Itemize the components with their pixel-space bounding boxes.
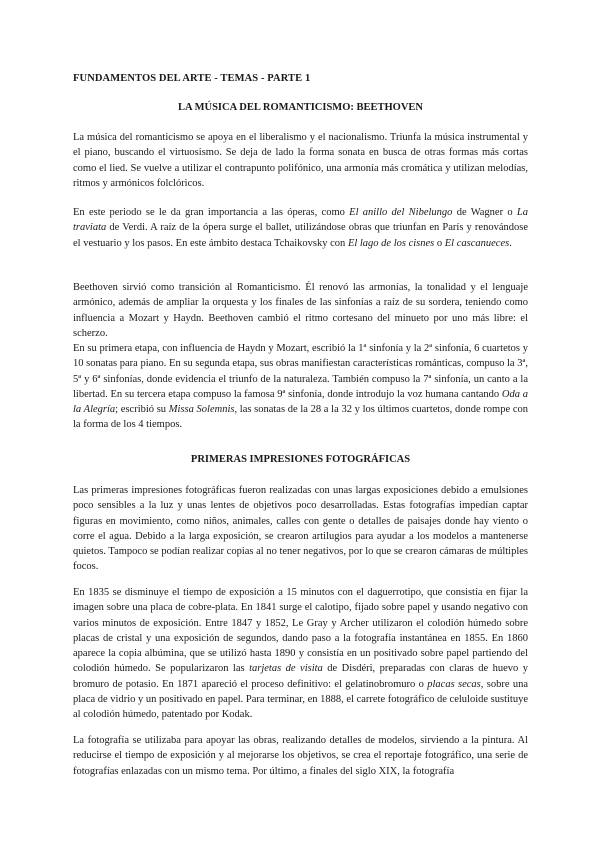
text-run: En su primera etapa, con influencia de Haydn y Mozart, escribió la 1ª sinfonía y la 2ª sinfonía, 6 cuartetos y 10 sonatas para piano. En su segunda etapa, sus obras manifiestan características románticas, compuso la 3ª, 5ª y 6ª sinfonías, donde evidencia el triunfo de la naturaleza. También compuso la 7ª sinfonía, un canto a la libertad. En su tercera etapa compuso la famosa 9ª sinfonía, donde introdujo la voz humana cantando <box>73 343 528 400</box>
text-run: de Verdi. A raíz de la ópera surge el ballet, utilizándose obras que triunfan en París y renovándose el vestuario y los pasos. En este ámbito destaca Tchaikovsky con <box>73 222 528 249</box>
italic-title: El cascanueces <box>444 237 510 249</box>
text-run: ; escribió su <box>115 404 169 416</box>
paragraph <box>73 733 528 779</box>
text-run: En 1835 se disminuye el tiempo de exposición a 15 minutos con el daguerrotipo, que consistía en fijar la imagen sobre una placa de cobre-plata. En 1841 surge el calotipo, fijado sobre papel y usando negativo con varios minutos de exposición. Entre 1847 y 1852, Le Gray y Archer utilizaron el colodión húmedo sobre placas de cristal y una exposición de segundos, dando paso a la fotografía instantánea en 1855. En 1860 aparece la copia albúmina, que se utilizó hasta 1890 y consistía en un positivado sobre papel partiendo del colodión húmedo. Se popularizaron las <box>73 587 528 675</box>
text-run: Las primeras impresiones fotográficas fueron realizadas con unas largas exposiciones debido a emulsiones poco sensibles a la luz y unas lentes de objetivos poco desarrolladas. Estas fotografías impedían captar figuras en movimiento, como niños, animales, calles con gente o detalles de paisajes donde hay viento o corre el agua. Debido a la larga exposición, se crearon artilugios para ayudar a los modelos a mantenerse quietos. Tampoco se podían realizar copias al no tener negativos, por lo que se crearon cámaras de múltiples focos. <box>73 485 528 573</box>
paragraph <box>73 341 528 433</box>
text-run: La fotografía se utilizaba para apoyar las obras, realizando detalles de modelos, sirviendo a la pintura. Al reducirse el tiempo de exposición y al mejorarse los objetivos, se crea el reportaje fotográfico, una serie de fotografías enlazadas con un mismo tema. Por último, a finales del siglo XIX, la fotografía <box>73 735 528 777</box>
italic-title: El lago de los cisnes <box>347 237 435 249</box>
italic-title: Missa Solemnis <box>168 404 235 416</box>
text-run: o <box>434 237 445 249</box>
section-heading-photography: PRIMERAS IMPRESIONES FOTOGRÁFICAS <box>190 454 411 465</box>
italic-title: Oda a la Alegría <box>73 388 528 416</box>
paragraph <box>73 585 528 723</box>
text-run: . <box>509 237 512 249</box>
paragraph <box>73 280 528 341</box>
italic-title: placas secas <box>427 678 481 690</box>
section-heading-music: LA MÚSICA DEL ROMANTICISMO: BEETHOVEN <box>177 102 424 113</box>
text-run: de Disdéri, preparadas con claras de huevo y bromuro de potasio. En 1871 apareció el proceso definitivo: el gelatinobromuro o <box>73 663 528 690</box>
paragraph <box>73 205 528 251</box>
text-run: , las sonatas de la 28 a la 32 y los últimos cuartetos, donde rompe con la forma de los 4 tiempos. <box>73 404 528 431</box>
paragraph <box>73 130 528 191</box>
text-run: de Wagner o <box>452 207 517 218</box>
text-run: En este periodo se le da gran importancia a las óperas, como <box>73 207 350 218</box>
italic-title: tarjetas de visita <box>249 663 323 675</box>
text-run: , sobre una placa de vidrio y un positivado en papel. Para terminar, en 1888, el carrete fotográfico de celuloide sustituye al colodión húmedo, patentado por Kodak. <box>73 678 529 721</box>
paragraph <box>73 483 528 575</box>
italic-title: La traviata <box>73 207 528 234</box>
italic-title: El anillo del Nibelungo <box>349 207 453 218</box>
text-run: La música del romanticismo se apoya en el liberalismo y el nacionalismo. Triunfa la música instrumental y el piano, buscando el virtuosismo. Se deja de lado la forma sonata en busca de otras formas más cortas como el lied. Se vuelve a utilizar el contrapunto polifónico, una armonía más cromática y utilizan melodías, ritmos y armónicos folclóricos. <box>73 132 528 189</box>
document-title: FUNDAMENTOS DEL ARTE - TEMAS - PARTE 1 <box>73 73 311 84</box>
text-run: Beethoven sirvió como transición al Romanticismo. Él renovó las armonías, la tonalidad y el lenguaje armónico, además de ampliar la orquesta y los finales de las sinfonías a raíz de su sordera, teniendo como influencia a Mozart y Haydn. Beethoven cambió el ritmo cortesano del minueto por uno más libre: el scherzo. <box>73 282 528 339</box>
